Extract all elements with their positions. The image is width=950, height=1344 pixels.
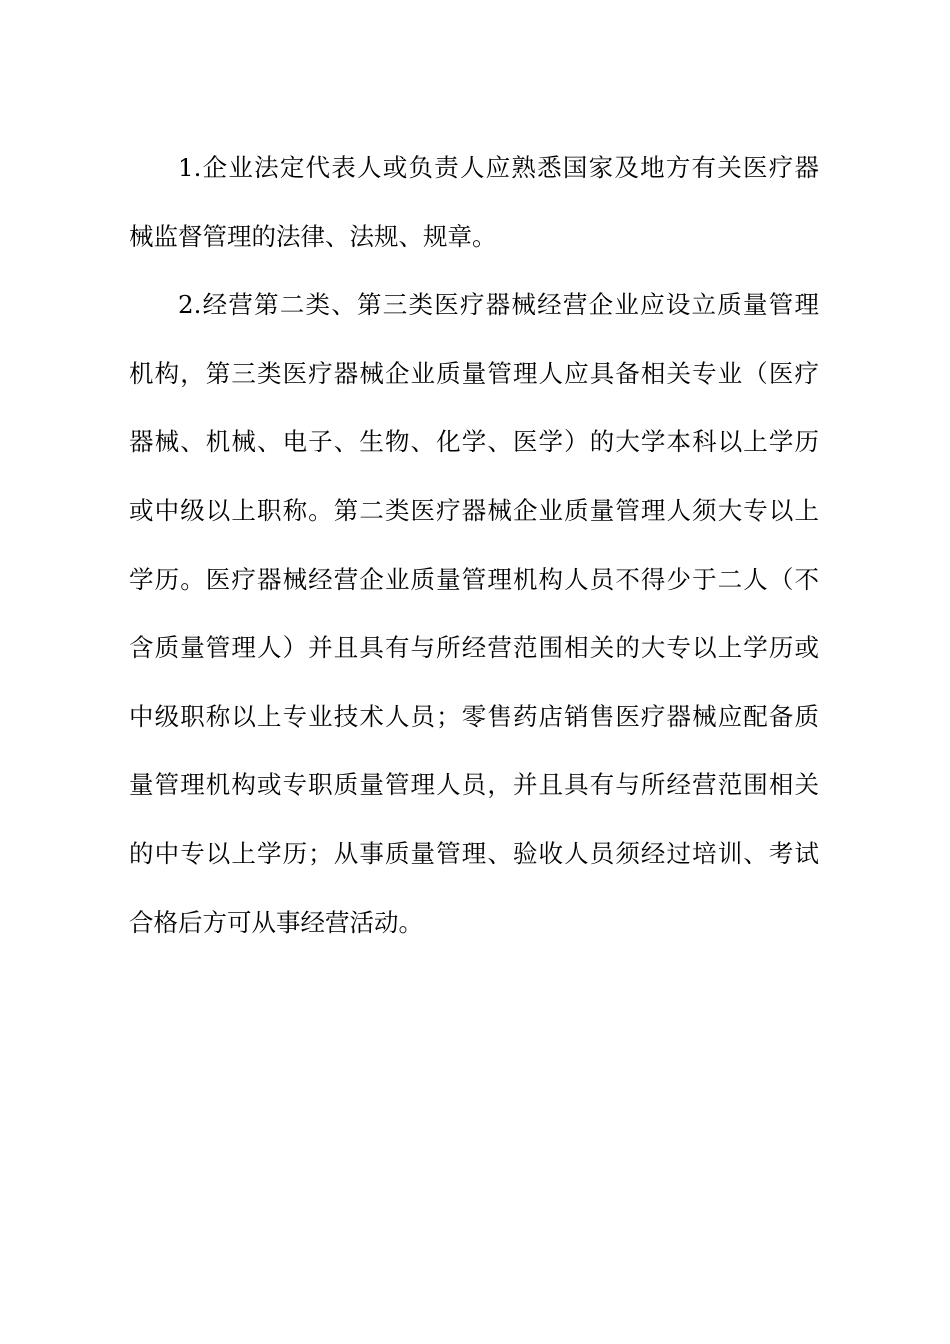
paragraph-line: 械监督管理的法律、法规、规章。 xyxy=(129,221,497,251)
paragraph-line: 含质量管理人）并且具有与所经营范围相关的大专以上学历或 xyxy=(129,633,819,663)
document-body xyxy=(129,134,819,957)
paragraph-2 xyxy=(129,271,819,957)
paragraph-line: 合格后方可从事经营活动。 xyxy=(129,907,423,937)
paragraph-line: 2.经营第二类、第三类医疗器械经营企业应设立质量管理 xyxy=(178,290,819,320)
paragraph-line: 机构，第三类医疗器械企业质量管理人应具备相关专业（医疗 xyxy=(129,358,819,388)
paragraph-line: 器械、机械、电子、生物、化学、医学）的大学本科以上学历 xyxy=(129,427,819,457)
paragraph-line: 的中专以上学历；从事质量管理、验收人员须经过培训、考试 xyxy=(129,838,819,868)
paragraph-line: 量管理机构或专职质量管理人员，并且具有与所经营范围相关 xyxy=(129,770,819,800)
paragraph-1 xyxy=(129,134,819,271)
paragraph-line: 1.企业法定代表人或负责人应熟悉国家及地方有关医疗器 xyxy=(178,153,819,182)
paragraph-line: 或中级以上职称。第二类医疗器械企业质量管理人须大专以上 xyxy=(129,495,819,525)
paragraph-line: 中级职称以上专业技术人员；零售药店销售医疗器械应配备质 xyxy=(129,701,819,731)
paragraph-line: 学历。医疗器械经营企业质量管理机构人员不得少于二人（不 xyxy=(129,564,819,594)
